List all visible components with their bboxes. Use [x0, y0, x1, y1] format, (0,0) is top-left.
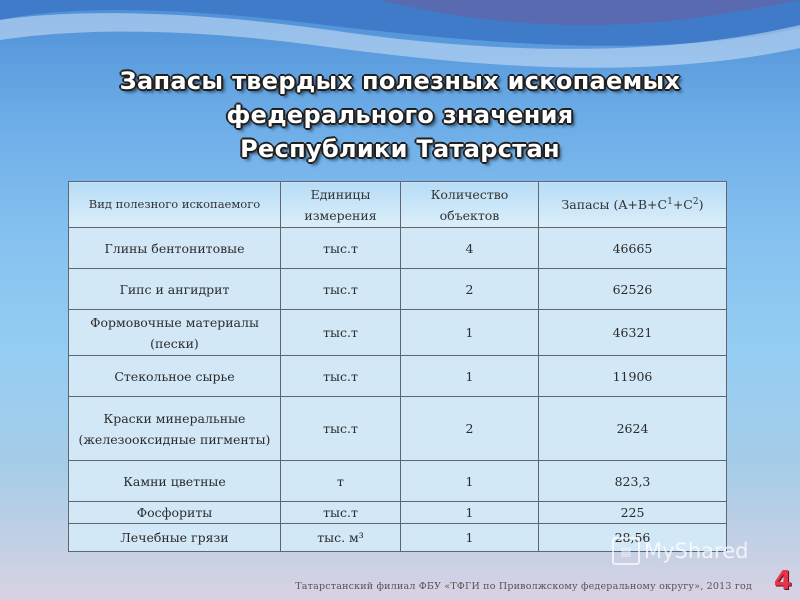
cell-count: 4 — [401, 228, 539, 269]
footer-credit: Татарстанский филиал ФБУ «ТФГИ по Приволжскому федеральному округу», 2013 год — [295, 581, 752, 592]
header-reserves-suffix: ) — [698, 197, 704, 212]
cell-mineral-name: Краски минеральные (железооксидные пигменты) — [69, 397, 281, 461]
cell-mineral-name: Камни цветные — [69, 461, 281, 502]
cell-mineral-name: Глины бентонитовые — [69, 228, 281, 269]
header-reserves-sub1: 1 — [667, 196, 673, 207]
table-row — [69, 356, 727, 397]
page-number: 4 — [773, 566, 792, 596]
cell-count: 1 — [401, 310, 539, 356]
cell-reserve: 62526 — [539, 269, 727, 310]
cell-count: 1 — [401, 502, 539, 524]
cell-unit: тыс. м³ — [281, 524, 401, 552]
cell-count: 1 — [401, 524, 539, 552]
cell-mineral-name: Стекольное сырье — [69, 356, 281, 397]
header-reserves-prefix: Запасы (A+B+C — [561, 197, 668, 212]
cell-count: 1 — [401, 461, 539, 502]
cell-unit: тыс.т — [281, 269, 401, 310]
cell-unit: тыс.т — [281, 397, 401, 461]
cell-reserve: 2624 — [539, 397, 727, 461]
cell-mineral-name: Лечебные грязи — [69, 524, 281, 552]
table-row — [69, 502, 727, 524]
title-line-3: Республики Татарстан — [240, 135, 560, 163]
header-reserves-sub2: 2 — [692, 196, 699, 207]
cell-reserve: 225 — [539, 502, 727, 524]
cell-mineral-name: Фосфориты — [69, 502, 281, 524]
cell-reserve: 46665 — [539, 228, 727, 269]
reserves-table — [68, 181, 727, 552]
cell-unit: тыс.т — [281, 228, 401, 269]
cell-reserve: 46321 — [539, 310, 727, 356]
header-unit: Единицы измерения — [281, 182, 401, 228]
table-row — [69, 461, 727, 502]
presentation-icon: ▤ — [612, 537, 640, 565]
cell-count: 1 — [401, 356, 539, 397]
table-row — [69, 228, 727, 269]
cell-reserve: 823,3 — [539, 461, 727, 502]
title-line-1: Запасы твердых полезных ископаемых — [119, 67, 681, 95]
title-line-2: федерального значения — [226, 101, 574, 129]
header-count: Количество объектов — [401, 182, 539, 228]
table-row — [69, 397, 727, 461]
header-reserves — [539, 182, 727, 228]
table-row — [69, 269, 727, 310]
cell-reserve: 11906 — [539, 356, 727, 397]
header-mineral-type: Вид полезного ископаемого — [69, 182, 281, 228]
table-header-row — [69, 182, 727, 228]
cell-unit: тыс.т — [281, 356, 401, 397]
watermark-logo — [612, 536, 748, 566]
cell-count: 2 — [401, 397, 539, 461]
cell-mineral-name: Гипс и ангидрит — [69, 269, 281, 310]
watermark-text: MyShared — [644, 539, 749, 563]
cell-unit: т — [281, 461, 401, 502]
header-reserves-mid: +C — [672, 197, 693, 212]
cell-unit: тыс.т — [281, 502, 401, 524]
cell-unit: тыс.т — [281, 310, 401, 356]
cell-mineral-name: Формовочные материалы (пески) — [69, 310, 281, 356]
cell-reserve: 28,56 — [539, 524, 727, 552]
table-row — [69, 310, 727, 356]
page-title — [0, 64, 800, 166]
cell-count: 2 — [401, 269, 539, 310]
